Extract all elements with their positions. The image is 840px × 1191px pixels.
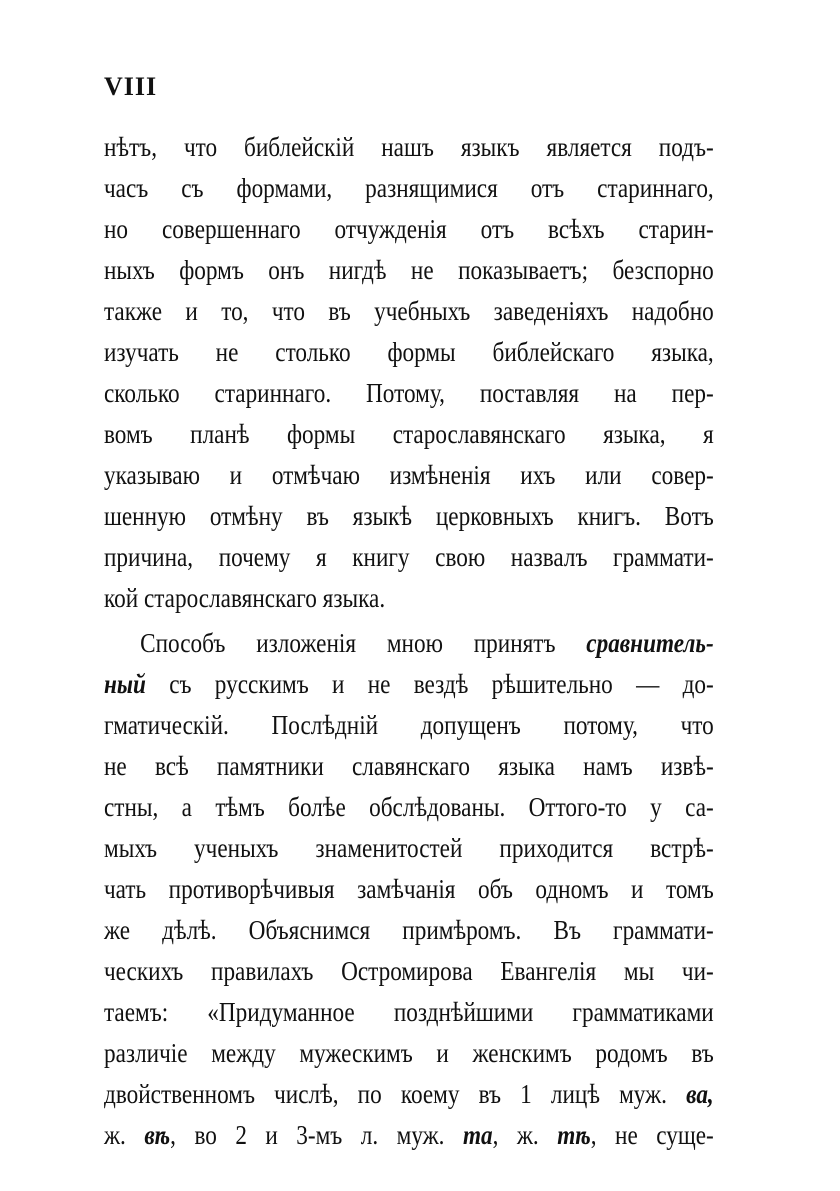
text-run: изучать не столько формы библейскаго языка, [104, 337, 714, 367]
text-run: , не суще- [590, 1120, 714, 1150]
body-text [104, 127, 714, 1156]
italic-text: та [462, 1120, 493, 1150]
text-line [104, 828, 714, 869]
text-run: двойственномъ числѣ, по коему въ 1 лицѣ муж. [104, 1079, 687, 1109]
text-run: Способъ изложенія мною принятъ [140, 628, 587, 658]
text-line [104, 869, 714, 910]
text-run: различіе между мужескимъ и женскимъ родомъ въ [104, 1038, 714, 1068]
text-line [104, 127, 714, 168]
paragraph [104, 623, 714, 1156]
text-run: причина, почему я книгу свою назвалъ граммати- [104, 542, 714, 572]
text-line [104, 332, 714, 373]
text-line [104, 373, 714, 414]
text-line [104, 664, 714, 705]
text-run: сколько стариннаго. Потому, поставляя на пер- [104, 378, 714, 408]
text-run: часъ съ формами, разнящимися отъ стариннаго, [104, 173, 714, 203]
text-line [104, 250, 714, 291]
text-line [104, 910, 714, 951]
text-run: вомъ планѣ формы старославянскаго языка, я [104, 419, 714, 449]
text-line [104, 1115, 714, 1156]
text-run: указываю и отмѣчаю измѣненія ихъ или совер- [104, 460, 714, 490]
text-line [104, 496, 714, 537]
text-line [104, 1074, 714, 1115]
text-line [104, 414, 714, 455]
text-line [104, 291, 714, 332]
text-run: но совершеннаго отчужденія отъ всѣхъ старин- [104, 214, 714, 244]
text-line [104, 951, 714, 992]
italic-text: тѣ [557, 1120, 591, 1150]
text-run: таемъ: «Придуманное позднѣйшими грамматиками [104, 997, 714, 1027]
text-run: шенную отмѣну въ языкѣ церковныхъ книгъ. Вотъ [104, 501, 714, 531]
text-run: чать противорѣчивыя замѣчанія объ одномъ и томъ [104, 874, 714, 904]
text-run: гматическій. Послѣдній допущенъ потому, что [104, 710, 714, 740]
text-run: также и то, что въ учебныхъ заведеніяхъ надобно [104, 296, 714, 326]
text-run: , во 2 и 3-мъ л. муж. [170, 1120, 463, 1150]
text-line [104, 209, 714, 250]
text-run: стны, а тѣмъ болѣе обслѣдованы. Оттого-то у са- [104, 792, 714, 822]
italic-text: ва, [686, 1079, 714, 1109]
text-run: ж. [104, 1120, 145, 1150]
text-line [104, 578, 714, 619]
text-run: съ русскимъ и не вездѣ рѣшительно — до- [145, 669, 714, 699]
text-run: же дѣлѣ. Объяснимся примѣромъ. Въ граммати- [104, 915, 714, 945]
text-line [104, 746, 714, 787]
text-run: , ж. [492, 1120, 558, 1150]
text-run: не всѣ памятники славянскаго языка намъ извѣ- [104, 751, 714, 781]
italic-text: ный [104, 669, 146, 699]
paragraph [104, 127, 714, 619]
text-line [104, 1033, 714, 1074]
text-line [104, 992, 714, 1033]
text-line [104, 168, 714, 209]
text-run: кой старославянскаго языка. [104, 583, 386, 613]
page-number: VIII [104, 72, 158, 101]
text-line [104, 623, 714, 664]
text-run: ныхъ формъ онъ нигдѣ не показываетъ; безспорно [104, 255, 714, 285]
text-line [104, 537, 714, 578]
text-run: ческихъ правилахъ Остромирова Евангелія мы чи- [104, 956, 714, 986]
italic-text: вѣ [144, 1120, 171, 1150]
text-run: нѣтъ, что библейскій нашъ языкъ является подъ- [104, 132, 714, 162]
text-run: мыхъ ученыхъ знаменитостей приходится встрѣ- [104, 833, 714, 863]
text-line [104, 787, 714, 828]
text-line [104, 455, 714, 496]
text-line [104, 705, 714, 746]
italic-text: сравнитель- [586, 628, 714, 658]
